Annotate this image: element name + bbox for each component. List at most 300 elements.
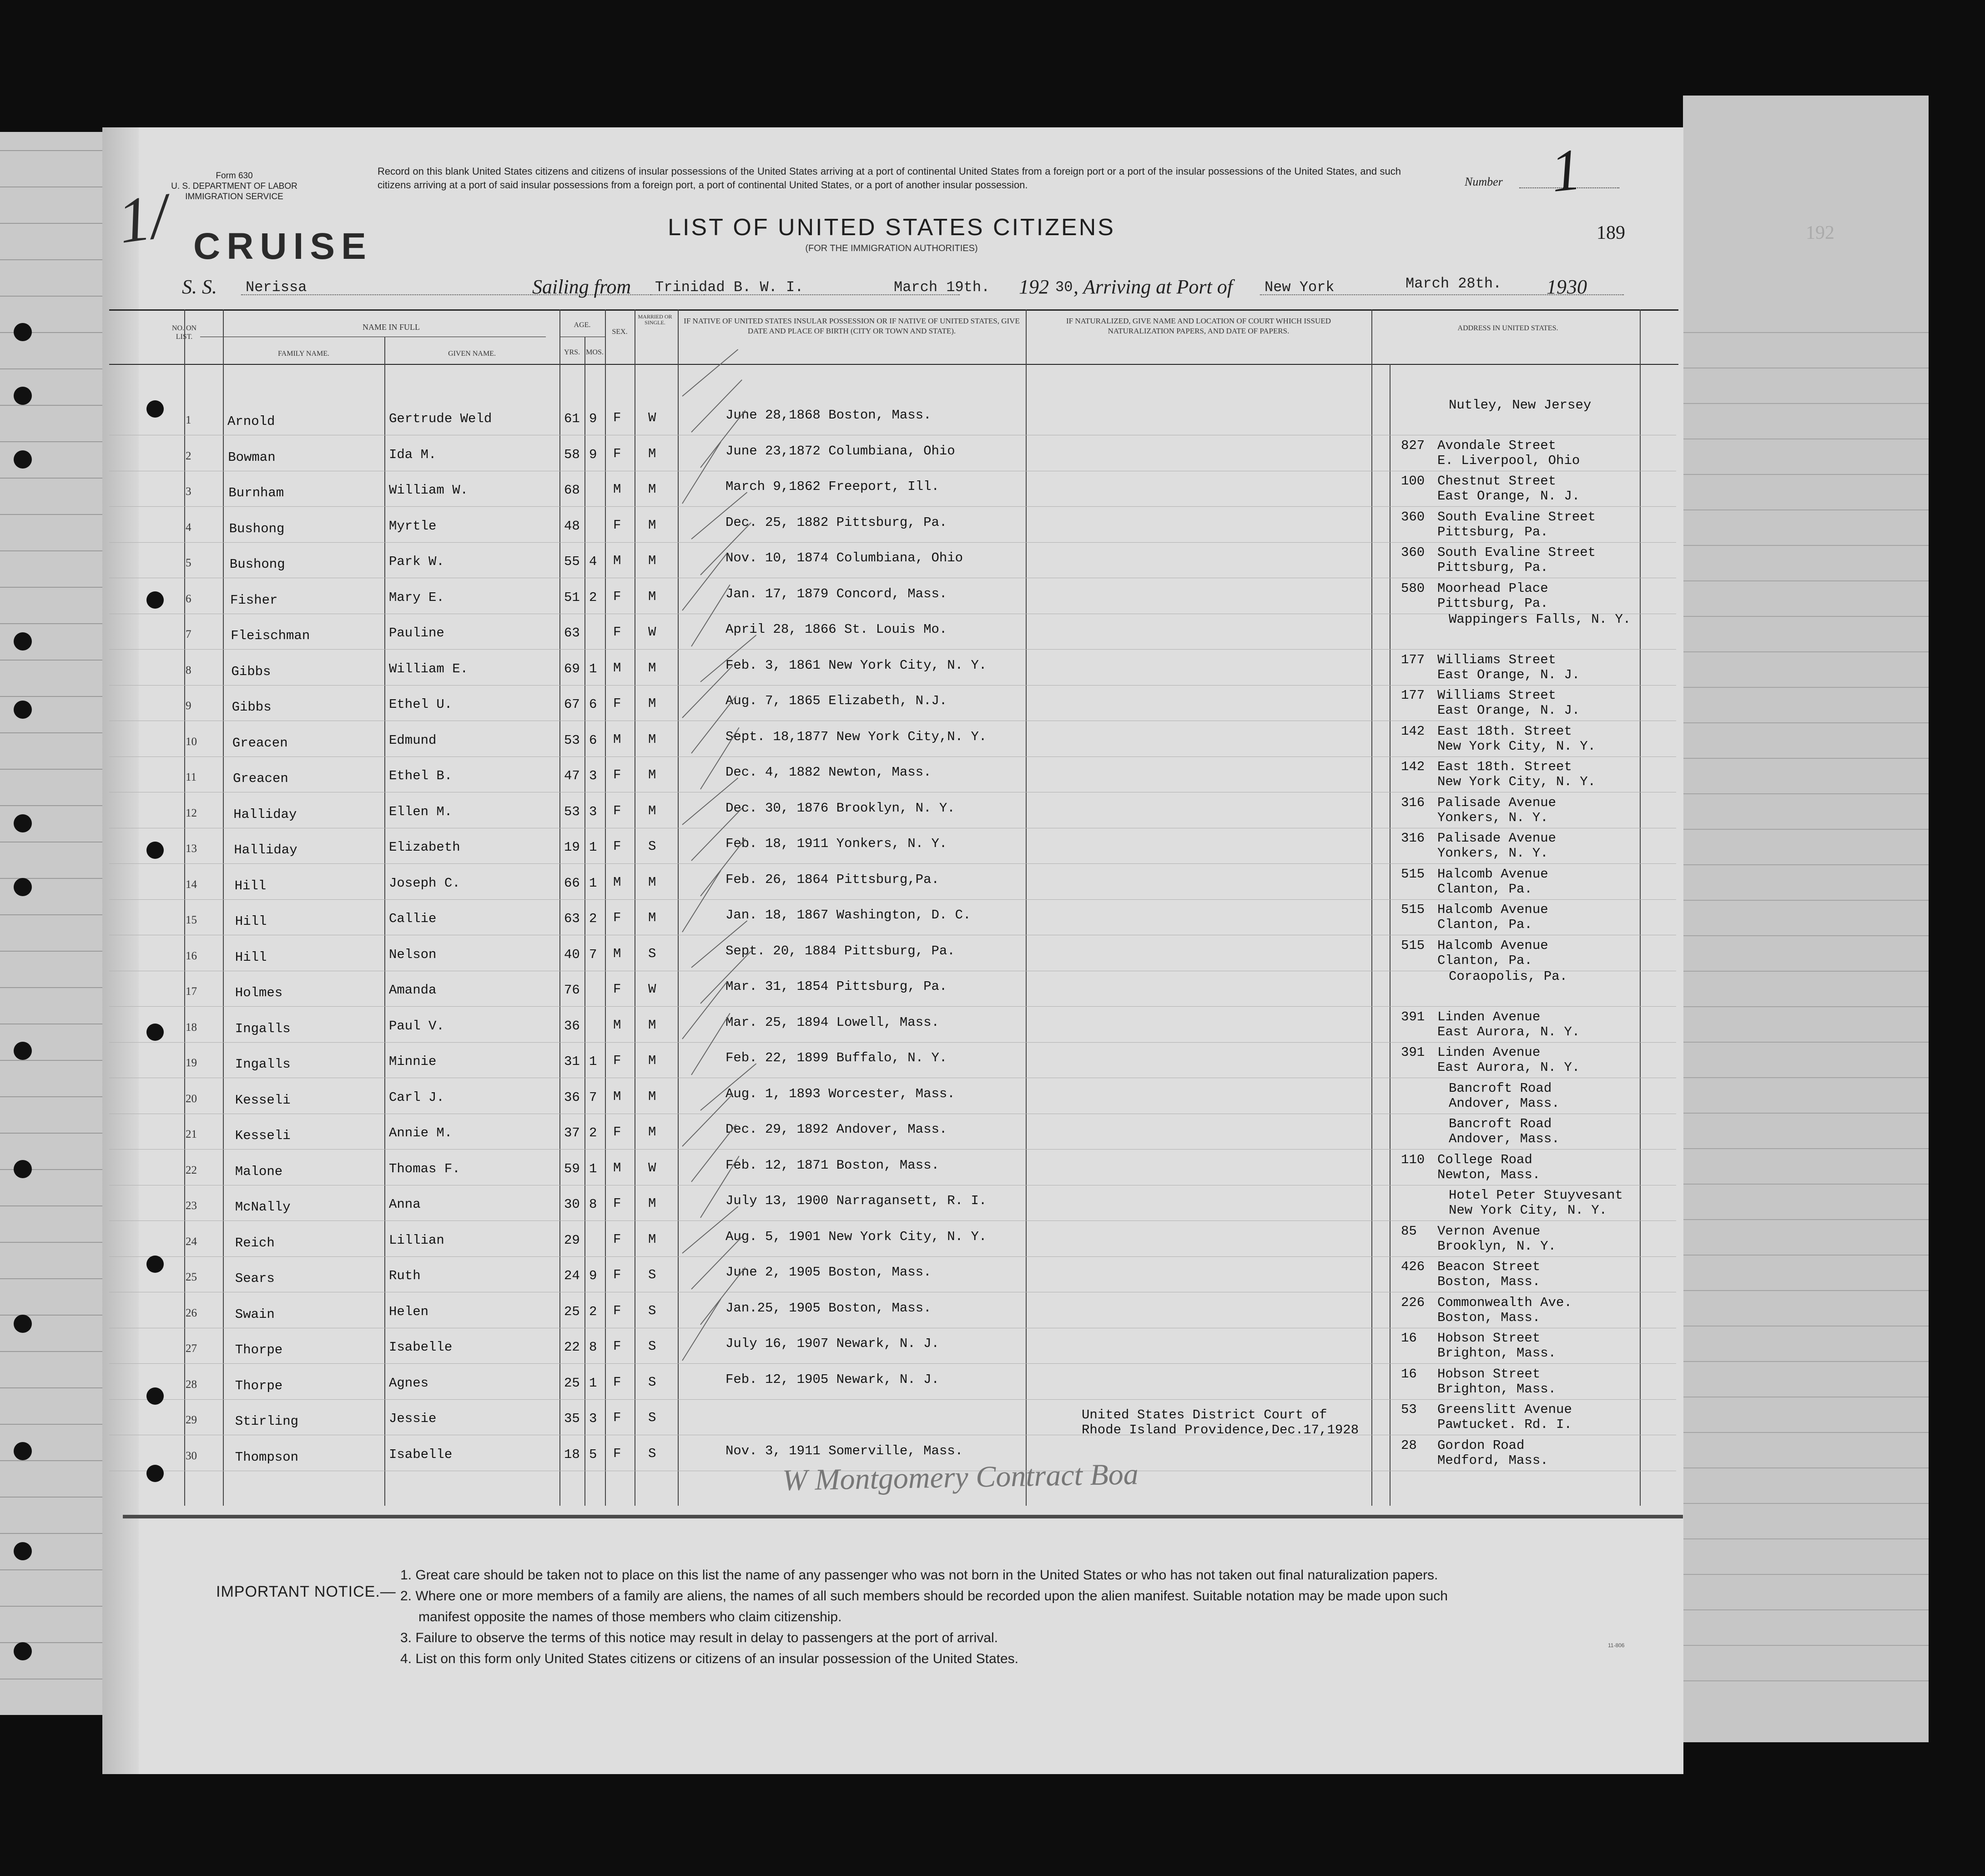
header-bottom-rule: [109, 364, 1678, 365]
family-name: Bushong: [229, 557, 285, 572]
marital-status: M: [648, 910, 656, 925]
address-line: Vernon Avenue: [1437, 1223, 1541, 1239]
age-months: 3: [589, 1411, 597, 1426]
address-line: East Orange, N. J.: [1437, 703, 1580, 718]
age-years: 63: [564, 911, 580, 926]
ruled-line: [1683, 1148, 1929, 1149]
notice-line-3: 3. Failure to observe the terms of this notice may result in delay to passengers at the port of arrival.: [400, 1630, 998, 1645]
ruled-line: [0, 405, 109, 406]
ruled-line: [1683, 1503, 1929, 1504]
marital-status: S: [648, 946, 656, 961]
family-name: Halliday: [234, 842, 297, 857]
punch-hole: [14, 1442, 32, 1460]
address-line: Halcomb Avenue: [1437, 938, 1548, 953]
year-prefix-2: 19: [1547, 276, 1567, 298]
address-line: Halcomb Avenue: [1437, 902, 1548, 917]
age-months: 5: [589, 1447, 597, 1462]
age-months: 3: [589, 768, 597, 783]
row-rule: [109, 649, 1676, 650]
address-number: 142: [1401, 723, 1425, 739]
col-line: [584, 337, 585, 1506]
age-years: 59: [564, 1161, 580, 1176]
ruled-line: [1683, 651, 1929, 652]
punch-hole: [146, 400, 164, 418]
address-number: 177: [1401, 688, 1425, 703]
row-number: 3: [186, 485, 191, 498]
sex: F: [613, 1374, 621, 1390]
given-name: Minnie: [389, 1054, 437, 1069]
page-number: 189: [1597, 222, 1625, 243]
form-info: [150, 171, 318, 202]
row-number: 4: [186, 521, 191, 534]
ruled-line: [0, 732, 109, 733]
age-years: 48: [564, 518, 580, 534]
age-months: 2: [589, 1304, 597, 1319]
arrival-port: New York: [1265, 279, 1335, 296]
notice-line-4: 4. List on this form only United States citizens or citizens of an insular possession of the United States.: [400, 1651, 1019, 1666]
marital-status: S: [648, 1410, 656, 1425]
ruled-line: [0, 805, 109, 806]
given-name: Gertrude Weld: [389, 411, 492, 426]
birth-date-place: June 23,1872 Columbiana, Ohio: [725, 443, 955, 459]
address-number: 426: [1401, 1259, 1425, 1274]
ruled-line: [0, 914, 109, 915]
notice-line-2: 2. Where one or more members of a family are aliens, the names of all such members should be recorded upon the alien manifest. Suitable notation may be made upon such: [400, 1589, 1448, 1604]
punch-hole: [14, 1542, 32, 1560]
address-line: New York City, N. Y.: [1449, 1203, 1607, 1218]
ruled-line: [1683, 580, 1929, 581]
address-line: New York City, N. Y.: [1437, 774, 1596, 789]
sex: F: [613, 1053, 621, 1068]
ruled-line: [0, 1387, 109, 1388]
col-given-header: GIVEN NAME.: [448, 350, 496, 358]
col-sex-header: SEX.: [612, 328, 628, 336]
punch-hole: [146, 842, 164, 859]
ruled-line: [1683, 1290, 1929, 1291]
col-yrs-header: YRS.: [564, 348, 580, 356]
notice-heading: IMPORTANT NOTICE.—: [216, 1583, 396, 1600]
row-number: 17: [186, 985, 197, 998]
age-months: 8: [589, 1197, 597, 1212]
marital-status: S: [648, 1303, 656, 1318]
row-number: 26: [186, 1306, 197, 1319]
marital-status: W: [648, 982, 656, 997]
sex: M: [613, 482, 621, 497]
punch-hole: [14, 450, 32, 469]
given-name: Joseph C.: [389, 875, 460, 891]
family-name: Hill: [234, 878, 267, 893]
ruled-line: [1683, 1042, 1929, 1043]
row-number: 2: [186, 449, 191, 462]
col-married-header: MARRIED OR SINGLE.: [638, 313, 672, 326]
birth-date-place: Dec. 25, 1882 Pittsburg, Pa.: [725, 514, 947, 530]
address-line: Pittsburg, Pa.: [1437, 595, 1548, 611]
birth-date-place: Feb. 12, 1905 Newark, N. J.: [725, 1372, 939, 1387]
year-prefix-1: 192: [1019, 276, 1049, 298]
address-line: Boston, Mass.: [1437, 1310, 1541, 1325]
address-line: Chestnut Street: [1437, 474, 1557, 489]
sex: F: [613, 1267, 621, 1282]
age-months: 7: [589, 947, 597, 962]
birth-date-place: Mar. 31, 1854 Pittsburg, Pa.: [725, 979, 947, 994]
age-years: 67: [564, 697, 580, 712]
given-name: Jessie: [389, 1411, 437, 1426]
marital-status: S: [648, 1446, 656, 1461]
family-name: Reich: [235, 1235, 275, 1251]
row-rule: [109, 899, 1676, 900]
birth-date-place: Feb. 22, 1899 Buffalo, N. Y.: [725, 1050, 947, 1065]
col-mos-header: MOS.: [586, 348, 604, 356]
address-line: Yonkers, N. Y.: [1437, 846, 1548, 861]
col-line: [223, 309, 224, 1506]
col-line: [384, 337, 385, 1506]
form-code: 11-806: [1608, 1642, 1625, 1649]
ruled-line: [1683, 1077, 1929, 1078]
family-name: Fisher: [230, 592, 278, 608]
sex: F: [613, 910, 621, 925]
age-months: 4: [589, 554, 597, 569]
birth-date-place: Jan.25, 1905 Boston, Mass.: [725, 1300, 932, 1316]
ruled-line: [0, 1460, 109, 1461]
row-number: 9: [186, 700, 191, 712]
ruled-line: [1683, 864, 1929, 865]
col-name-header: NAME IN FULL: [363, 323, 420, 332]
address-number: 391: [1401, 1009, 1425, 1024]
address-line: Beacon Street: [1437, 1259, 1541, 1274]
age-months: 1: [589, 875, 597, 891]
col-line: [1640, 309, 1641, 1506]
punch-hole: [14, 323, 32, 341]
age-months: 1: [589, 1161, 597, 1176]
birth-date-place: July 16, 1907 Newark, N. J.: [725, 1336, 939, 1351]
family-name: Greacen: [232, 735, 288, 751]
ruled-line: [0, 1606, 109, 1607]
address-line: East Aurora, N. Y.: [1437, 1060, 1580, 1075]
birth-date-place: Dec. 30, 1876 Brooklyn, N. Y.: [725, 800, 955, 816]
marital-status: S: [648, 1339, 656, 1354]
col-line: [1371, 309, 1372, 1506]
age-years: 47: [564, 768, 580, 783]
marital-status: W: [648, 1160, 656, 1175]
age-years: 25: [564, 1304, 580, 1319]
row-number: 10: [186, 735, 197, 748]
ruled-line: [1683, 793, 1929, 794]
notice-line-2b: manifest opposite the names of those members who claim citizenship.: [418, 1609, 842, 1624]
marital-status: M: [648, 803, 656, 818]
address-line: Williams Street: [1437, 688, 1557, 703]
col-birth-header: IF NATIVE OF UNITED STATES INSULAR POSSESSION OR IF NATIVE OF UNITED STATES, GIVE DATE AND PLACE OF BIRTH (CITY OR TOWN AND STATE).: [684, 317, 1020, 335]
family-name: Arnold: [227, 414, 275, 429]
given-name: Thomas F.: [389, 1161, 460, 1176]
punch-hole: [14, 701, 32, 719]
address-number: 360: [1401, 509, 1425, 524]
family-name: Bowman: [228, 449, 276, 465]
address-line: East Aurora, N. Y.: [1437, 1024, 1580, 1039]
marital-status: M: [648, 446, 656, 461]
sex: F: [613, 1339, 621, 1354]
row-number: 14: [186, 878, 197, 891]
marital-status: S: [648, 1267, 656, 1282]
marital-status: M: [648, 553, 656, 568]
sex: F: [613, 839, 621, 854]
sex: M: [613, 874, 621, 890]
page-binding: [102, 127, 139, 1774]
given-name: Amanda: [389, 983, 437, 998]
marital-status: M: [648, 767, 656, 782]
row-rule: [109, 1220, 1676, 1221]
ruled-line: [1683, 474, 1929, 475]
address-line: Pittsburg, Pa.: [1437, 560, 1548, 575]
address-line: Andover, Mass.: [1449, 1095, 1560, 1111]
address-line: Linden Avenue: [1437, 1045, 1541, 1060]
marital-status: M: [648, 731, 656, 747]
address-number: 16: [1401, 1366, 1417, 1382]
address-line: Clanton, Pa.: [1437, 881, 1532, 897]
given-name: William E.: [389, 661, 469, 676]
notice-line-1: 1. Great care should be taken not to place on this list the name of any passenger who was not born in the United States or who has not taken out final naturalization papers.: [400, 1568, 1438, 1583]
sex: F: [613, 589, 621, 604]
col-family-header: FAMILY NAME.: [277, 350, 330, 358]
given-name: Ellen M.: [389, 804, 453, 819]
punch-hole: [14, 878, 32, 896]
sex: M: [613, 1160, 621, 1175]
age-years: 25: [564, 1375, 580, 1391]
row-rule: [109, 542, 1676, 543]
address-line: Boston, Mass.: [1437, 1274, 1541, 1289]
birth-date-place: Aug. 5, 1901 New York City, N. Y.: [725, 1229, 987, 1244]
ruled-line: [0, 1351, 109, 1352]
address-number: 391: [1401, 1045, 1425, 1060]
ruled-line: [1683, 403, 1929, 404]
sex: F: [613, 696, 621, 711]
ruled-line: [0, 368, 109, 369]
family-name: Sears: [235, 1271, 275, 1286]
address-line: East 18th. Street: [1437, 723, 1572, 739]
row-number: 22: [186, 1164, 197, 1176]
address-number: 226: [1401, 1295, 1425, 1310]
ruled-line: [1683, 722, 1929, 723]
birth-date-place: June 28,1868 Boston, Mass.: [725, 408, 932, 423]
age-years: 18: [564, 1447, 580, 1462]
address-line: Brooklyn, N. Y.: [1437, 1238, 1557, 1254]
address-line: Medford, Mass.: [1437, 1452, 1548, 1468]
col-line: [1026, 309, 1027, 1506]
birth-date-place: March 9,1862 Freeport, Ill.: [725, 479, 939, 494]
age-years: 53: [564, 804, 580, 819]
marital-status: M: [648, 660, 656, 676]
family-name: Fleischman: [231, 628, 310, 643]
sex: M: [613, 1089, 621, 1104]
given-name: Elizabeth: [389, 840, 460, 855]
punch-hole: [14, 632, 32, 651]
col-line: [605, 309, 606, 1506]
birth-date-place: Aug. 1, 1893 Worcester, Mass.: [725, 1086, 955, 1101]
adjacent-left-page: [0, 132, 111, 1715]
age-years: 19: [564, 840, 580, 855]
family-name: Gibbs: [232, 700, 272, 715]
given-name: Lillian: [389, 1232, 444, 1248]
row-number: 27: [186, 1342, 197, 1355]
age-months: 2: [589, 911, 597, 926]
sailing-from-label: Sailing from: [532, 276, 631, 298]
address-number: 515: [1401, 938, 1425, 953]
ruled-line: [1683, 1538, 1929, 1539]
row-number: 20: [186, 1092, 197, 1105]
year-1: 30: [1055, 279, 1073, 296]
family-name: Thorpe: [235, 1342, 283, 1357]
address-line: South Evaline Street: [1437, 509, 1596, 524]
ruled-line: [0, 514, 109, 515]
sex: F: [613, 1125, 621, 1140]
address-line: East Orange, N. J.: [1437, 489, 1580, 504]
marital-status: M: [648, 482, 656, 497]
ruled-line: [1683, 545, 1929, 546]
age-months: 6: [589, 732, 597, 748]
cruise-stamp: CRUISE: [193, 226, 373, 267]
age-years: 40: [564, 947, 580, 962]
birth-date-place: Aug. 7, 1865 Elizabeth, N.J.: [725, 693, 947, 708]
age-months: 6: [589, 697, 597, 712]
family-name: Halliday: [233, 807, 297, 822]
sex: F: [613, 1446, 621, 1461]
ruled-line: [1683, 971, 1929, 972]
address-number: 177: [1401, 652, 1425, 667]
address-line: Yonkers, N. Y.: [1437, 810, 1548, 825]
ruled-line: [0, 1569, 109, 1570]
sex: M: [613, 660, 621, 676]
ruled-line: [0, 1133, 109, 1134]
address-line: Hotel Peter Stuyvesant: [1449, 1188, 1623, 1203]
given-name: Pauline: [389, 625, 444, 640]
row-rule: [109, 1149, 1676, 1150]
row-rule: [109, 506, 1676, 507]
marital-status: M: [648, 1231, 656, 1247]
row-number: 23: [186, 1200, 197, 1212]
age-years: 36: [564, 1018, 580, 1034]
ruled-line: [0, 259, 109, 260]
birth-date-place: Sept. 18,1877 New York City,N. Y.: [725, 729, 987, 744]
birth-date-place: Feb. 26, 1864 Pittsburg,Pa.: [725, 872, 939, 887]
row-number: 5: [186, 557, 191, 569]
age-years: 55: [564, 554, 580, 569]
row-number: 1: [186, 414, 191, 426]
row-number: 25: [186, 1271, 197, 1283]
given-name: Edmund: [389, 732, 437, 748]
age-months: 1: [589, 1375, 597, 1391]
handwritten-mark: 1/: [113, 180, 173, 257]
adjacent-right-page: [1683, 96, 1929, 1742]
marital-status: M: [648, 1196, 656, 1211]
birth-date-place: Feb. 12, 1871 Boston, Mass.: [725, 1157, 939, 1173]
number-label: Number: [1465, 175, 1503, 188]
address-line: Newton, Mass.: [1437, 1167, 1541, 1182]
ruled-line: [0, 1096, 109, 1097]
birth-date-place: Feb. 18, 1911 Yonkers, N. Y.: [725, 836, 947, 851]
age-years: 58: [564, 447, 580, 462]
given-name: Park W.: [389, 554, 444, 569]
ruled-line: [1683, 332, 1929, 333]
row-rule: [109, 1042, 1676, 1043]
list-number: 1: [1547, 136, 1584, 205]
col-line: [678, 309, 679, 1506]
address-number: 515: [1401, 902, 1425, 917]
punch-hole: [146, 1465, 164, 1482]
ruled-line: [1683, 1432, 1929, 1433]
sex: F: [613, 517, 621, 533]
ruled-line: [0, 769, 109, 770]
address-line: Brighton, Mass.: [1437, 1346, 1557, 1361]
address-line: New York City, N. Y.: [1437, 738, 1596, 754]
family-name: Ingalls: [235, 1057, 291, 1072]
arriving-label: , Arriving at Port of: [1073, 276, 1233, 298]
given-name: Isabelle: [389, 1447, 453, 1462]
age-months: 9: [589, 447, 597, 462]
ruled-line: [1683, 1645, 1929, 1646]
family-name: McNally: [235, 1200, 291, 1215]
address-number: 142: [1401, 759, 1425, 774]
ruled-line: [1683, 1219, 1929, 1220]
col-line: [184, 309, 185, 1506]
next-page-number: 192: [1806, 222, 1834, 243]
address-line: Nutley, New Jersey: [1449, 398, 1592, 413]
row-number: 15: [186, 914, 197, 926]
address-line: Commonwealth Ave.: [1437, 1295, 1572, 1310]
ruled-line: [0, 696, 109, 697]
row-number: 16: [186, 949, 197, 962]
age-months: 7: [589, 1089, 597, 1105]
age-years: 69: [564, 661, 580, 676]
col-age-header: AGE.: [574, 321, 591, 329]
age-months: 1: [589, 661, 597, 676]
birth-date-place: Dec. 29, 1892 Andover, Mass.: [725, 1122, 947, 1137]
age-months: 3: [589, 804, 597, 819]
birth-date-place: Nov. 10, 1874 Columbiana, Ohio: [725, 550, 963, 565]
address-line: Clanton, Pa.: [1437, 953, 1532, 968]
given-name: Carl J.: [389, 1089, 444, 1105]
given-name: Ruth: [389, 1268, 421, 1283]
naturalization-court: Rhode Island Providence,Dec.17,1928: [1082, 1422, 1359, 1437]
address-line: Bancroft Road: [1449, 1080, 1552, 1096]
sailing-line: [182, 275, 1656, 303]
ruled-line: [0, 1424, 109, 1425]
address-line: Hobson Street: [1437, 1331, 1541, 1346]
family-name: Bushong: [229, 521, 285, 536]
age-years: 37: [564, 1125, 580, 1140]
birth-date-place: Feb. 3, 1861 New York City, N. Y.: [725, 657, 987, 673]
row-number: 24: [186, 1235, 197, 1248]
birth-date-place: Dec. 4, 1882 Newton, Mass.: [725, 765, 932, 780]
row-rule: [109, 1363, 1676, 1364]
ruled-line: [1683, 935, 1929, 936]
family-name: Swain: [235, 1306, 275, 1322]
page-subtitle: (FOR THE IMMIGRATION AUTHORITIES): [805, 243, 978, 253]
ruled-line: [1683, 1574, 1929, 1575]
ruled-line: [0, 441, 109, 442]
depart-date: March 19th.: [894, 279, 990, 296]
row-number: 13: [186, 842, 197, 855]
address-number: 16: [1401, 1331, 1417, 1346]
ruled-line: [0, 1642, 109, 1643]
sex: F: [613, 1303, 621, 1318]
form-number: Form 630: [216, 171, 253, 181]
birth-date-place: Nov. 3, 1911 Somerville, Mass.: [725, 1443, 963, 1458]
marital-status: M: [648, 1089, 656, 1104]
birth-date-place: Mar. 25, 1894 Lowell, Mass.: [725, 1014, 939, 1030]
ruled-line: [1683, 687, 1929, 688]
family-name: Ingalls: [235, 1021, 291, 1036]
sex: F: [613, 982, 621, 997]
family-name: Hill: [235, 949, 267, 965]
